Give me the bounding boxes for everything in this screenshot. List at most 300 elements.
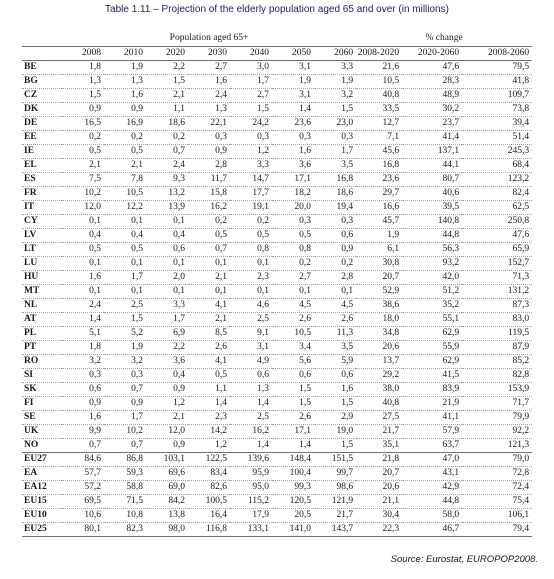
- table-cell: 10,5: [272, 326, 314, 340]
- table-row: [22, 158, 532, 172]
- table-cell: 13,9: [146, 200, 188, 214]
- table-cell: 29,2: [356, 368, 402, 382]
- table-cell: 3,2: [314, 88, 356, 102]
- table-cell: 0,4: [146, 368, 188, 382]
- table-cell: 55,9: [402, 340, 462, 354]
- column-header: 2008-2060: [462, 46, 532, 60]
- table-cell: 1,7: [230, 74, 272, 88]
- table-cell: 62,9: [402, 326, 462, 340]
- table-cell: 1,7: [104, 410, 146, 424]
- table-cell: 20,0: [272, 200, 314, 214]
- country-code: BG: [22, 74, 62, 88]
- table-cell: 51,4: [462, 130, 532, 144]
- table-cell: 0,7: [104, 382, 146, 396]
- table-cell: 1,8: [62, 60, 104, 74]
- table-cell: 1,2: [230, 144, 272, 158]
- table-cell: 9,9: [62, 424, 104, 438]
- table-cell: 10,5: [356, 74, 402, 88]
- table-cell: 7,5: [62, 172, 104, 186]
- table-body: [22, 60, 532, 536]
- table-cell: 250,8: [462, 214, 532, 228]
- table-cell: 152,7: [462, 256, 532, 270]
- table-cell: 0,2: [314, 256, 356, 270]
- table-cell: 148,4: [272, 452, 314, 466]
- table-cell: 143,7: [314, 522, 356, 536]
- table-row: [22, 452, 532, 466]
- column-header: 2050: [272, 46, 314, 60]
- table-cell: 6,9: [146, 326, 188, 340]
- table-cell: 45,7: [356, 214, 402, 228]
- table-cell: 1,9: [104, 340, 146, 354]
- table-cell: 4,6: [230, 298, 272, 312]
- table-cell: 0,1: [188, 284, 230, 298]
- table-cell: 100,5: [188, 494, 230, 508]
- table-cell: 0,2: [62, 130, 104, 144]
- table-cell: 0,5: [188, 368, 230, 382]
- group-header-row: [22, 32, 532, 46]
- table-cell: 2,5: [230, 410, 272, 424]
- table-row: [22, 326, 532, 340]
- table-row: [22, 466, 532, 480]
- table-cell: 2,0: [146, 270, 188, 284]
- table-cell: 12,0: [146, 424, 188, 438]
- table-cell: 58,8: [104, 480, 146, 494]
- table-cell: 40,8: [356, 88, 402, 102]
- table-cell: 0,1: [146, 214, 188, 228]
- table-cell: 4,9: [230, 354, 272, 368]
- table-cell: 0,5: [104, 242, 146, 256]
- table-cell: 131,2: [462, 284, 532, 298]
- table-cell: 109,7: [462, 88, 532, 102]
- table-cell: 87,9: [462, 340, 532, 354]
- table-cell: 14,2: [188, 424, 230, 438]
- table-cell: 13,2: [146, 186, 188, 200]
- table-cell: 22,3: [356, 522, 402, 536]
- table-cell: 4,1: [188, 298, 230, 312]
- table-cell: 16,8: [314, 172, 356, 186]
- table-cell: 2,4: [146, 158, 188, 172]
- table-cell: 86,8: [104, 452, 146, 466]
- table-cell: 1,6: [62, 410, 104, 424]
- table-cell: 84,2: [146, 494, 188, 508]
- table-cell: 1,3: [188, 102, 230, 116]
- table-cell: 151,5: [314, 452, 356, 466]
- table-cell: 17,7: [230, 186, 272, 200]
- table-row: [22, 284, 532, 298]
- table-cell: 39,5: [402, 200, 462, 214]
- country-code: EU15: [22, 494, 62, 508]
- table-cell: 1,5: [314, 396, 356, 410]
- table-cell: 35,1: [356, 438, 402, 452]
- column-header: 2030: [188, 46, 230, 60]
- table-cell: 17,9: [230, 508, 272, 522]
- table-cell: 83,4: [188, 466, 230, 480]
- table-cell: 59,3: [104, 466, 146, 480]
- table-cell: 0,1: [314, 284, 356, 298]
- table-cell: 1,6: [272, 144, 314, 158]
- table-row: [22, 494, 532, 508]
- table-cell: 141,0: [272, 522, 314, 536]
- table-cell: 9,1: [230, 326, 272, 340]
- table-cell: 22,1: [188, 116, 230, 130]
- country-code: EU10: [22, 508, 62, 522]
- table-cell: 0,4: [146, 228, 188, 242]
- table-cell: 0,1: [104, 214, 146, 228]
- country-code: FI: [22, 396, 62, 410]
- table-row: [22, 74, 532, 88]
- table-cell: 23,6: [272, 116, 314, 130]
- table-cell: 16,2: [230, 424, 272, 438]
- table-cell: 19,4: [314, 200, 356, 214]
- table-cell: 16,8: [356, 158, 402, 172]
- table-cell: 71,5: [104, 494, 146, 508]
- table-cell: 2,1: [62, 158, 104, 172]
- table-cell: 23,7: [402, 116, 462, 130]
- table-cell: 1,9: [356, 228, 402, 242]
- table-cell: 69,6: [146, 466, 188, 480]
- table-cell: 0,3: [272, 214, 314, 228]
- table-cell: 30,2: [402, 102, 462, 116]
- table-cell: 0,2: [272, 256, 314, 270]
- country-code: EU25: [22, 522, 62, 536]
- country-code: ES: [22, 172, 62, 186]
- table-cell: 7,1: [356, 130, 402, 144]
- table-row: [22, 522, 532, 536]
- table-cell: 1,4: [62, 312, 104, 326]
- table-cell: 9,3: [146, 172, 188, 186]
- table-cell: 18,6: [146, 116, 188, 130]
- country-code: PL: [22, 326, 62, 340]
- table-cell: 12,2: [104, 200, 146, 214]
- table-cell: 0,3: [188, 130, 230, 144]
- table-cell: 121,9: [314, 494, 356, 508]
- table-cell: 69,0: [146, 480, 188, 494]
- table-cell: 19,1: [230, 200, 272, 214]
- table-row: [22, 368, 532, 382]
- table-cell: 0,6: [146, 242, 188, 256]
- table-cell: 1,4: [272, 102, 314, 116]
- column-header-row: [22, 46, 532, 60]
- table-cell: 0,6: [62, 382, 104, 396]
- table-cell: 45,6: [356, 144, 402, 158]
- table-cell: 23,0: [314, 116, 356, 130]
- table-cell: 82,3: [104, 522, 146, 536]
- table-cell: 75,4: [462, 494, 532, 508]
- table-cell: 3,4: [272, 340, 314, 354]
- table-cell: 20,6: [356, 340, 402, 354]
- table-cell: 98,6: [314, 480, 356, 494]
- table-cell: 0,9: [62, 396, 104, 410]
- table-cell: 245,3: [462, 144, 532, 158]
- table-cell: 21,1: [356, 494, 402, 508]
- table-cell: 0,3: [62, 368, 104, 382]
- table-cell: 72,8: [462, 466, 532, 480]
- table-cell: 16,6: [356, 200, 402, 214]
- country-code: FR: [22, 186, 62, 200]
- table-cell: 84,6: [62, 452, 104, 466]
- table-cell: 1,6: [188, 74, 230, 88]
- table-cell: 3,1: [272, 88, 314, 102]
- table-cell: 16,5: [62, 116, 104, 130]
- table-row: [22, 340, 532, 354]
- table-cell: 0,7: [188, 242, 230, 256]
- table-row: [22, 410, 532, 424]
- table-cell: 1,5: [62, 88, 104, 102]
- table-cell: 0,3: [314, 130, 356, 144]
- table-cell: 2,6: [272, 312, 314, 326]
- table-cell: 79,0: [462, 452, 532, 466]
- table-cell: 2,8: [188, 158, 230, 172]
- table-cell: 0,1: [272, 284, 314, 298]
- table-cell: 10,2: [104, 424, 146, 438]
- table-cell: 1,9: [314, 74, 356, 88]
- table-cell: 16,4: [188, 508, 230, 522]
- table-cell: 51,2: [402, 284, 462, 298]
- table-cell: 0,9: [104, 396, 146, 410]
- table-cell: 1,4: [230, 396, 272, 410]
- table-cell: 1,2: [188, 438, 230, 452]
- table-cell: 1,8: [62, 340, 104, 354]
- table-cell: 82,4: [462, 186, 532, 200]
- table-cell: 2,5: [104, 298, 146, 312]
- table-cell: 80,7: [402, 172, 462, 186]
- table-cell: 44,8: [402, 494, 462, 508]
- table-cell: 1,6: [314, 382, 356, 396]
- country-code: DK: [22, 102, 62, 116]
- table-cell: 0,4: [104, 228, 146, 242]
- table-cell: 1,3: [230, 382, 272, 396]
- table-cell: 2,3: [230, 270, 272, 284]
- table-row: [22, 116, 532, 130]
- column-header: 2008: [62, 46, 104, 60]
- table-cell: 0,1: [62, 284, 104, 298]
- table-cell: 1,5: [314, 102, 356, 116]
- table-cell: 1,7: [314, 144, 356, 158]
- table-cell: 3,1: [230, 340, 272, 354]
- table-cell: 2,7: [230, 88, 272, 102]
- table-cell: 0,6: [272, 368, 314, 382]
- table-cell: 20,5: [272, 508, 314, 522]
- country-code: EA: [22, 466, 62, 480]
- column-header: 2020-2060: [402, 46, 462, 60]
- table-cell: 1,9: [104, 60, 146, 74]
- table-cell: 41,5: [402, 368, 462, 382]
- table-cell: 0,3: [230, 130, 272, 144]
- table-cell: 82,8: [462, 368, 532, 382]
- table-row: [22, 130, 532, 144]
- table-cell: 38,0: [356, 382, 402, 396]
- table-cell: 16,9: [104, 116, 146, 130]
- table-cell: 15,8: [188, 186, 230, 200]
- column-header: 2040: [230, 46, 272, 60]
- table-cell: 123,2: [462, 172, 532, 186]
- table-cell: 79,4: [462, 522, 532, 536]
- country-code: IT: [22, 200, 62, 214]
- table-cell: 13,7: [356, 354, 402, 368]
- country-code: LT: [22, 242, 62, 256]
- table-cell: 29,7: [356, 186, 402, 200]
- table-cell: 99,3: [272, 480, 314, 494]
- table-cell: 92,2: [462, 424, 532, 438]
- population-table: [22, 32, 532, 537]
- table-cell: 1,4: [230, 438, 272, 452]
- table-cell: 5,1: [62, 326, 104, 340]
- table-cell: 0,6: [314, 228, 356, 242]
- table-cell: 116,8: [188, 522, 230, 536]
- table-cell: 5,2: [104, 326, 146, 340]
- table-cell: 40,8: [356, 396, 402, 410]
- table-cell: 17,1: [272, 424, 314, 438]
- table-cell: 0,3: [272, 130, 314, 144]
- table-cell: 1,5: [272, 382, 314, 396]
- table-cell: 2,1: [188, 312, 230, 326]
- table-cell: 133,1: [230, 522, 272, 536]
- country-code: BE: [22, 60, 62, 74]
- table-cell: 40,6: [402, 186, 462, 200]
- table-cell: 3,6: [272, 158, 314, 172]
- table-cell: 0,1: [146, 256, 188, 270]
- table-cell: 122,5: [188, 452, 230, 466]
- table-cell: 0,7: [104, 438, 146, 452]
- table-cell: 0,8: [272, 242, 314, 256]
- table-cell: 21,7: [314, 508, 356, 522]
- table-cell: 44,1: [402, 158, 462, 172]
- table-cell: 1,2: [146, 396, 188, 410]
- table-cell: 0,9: [62, 102, 104, 116]
- table-cell: 63,7: [402, 438, 462, 452]
- table-row: [22, 88, 532, 102]
- table-cell: 99,7: [314, 466, 356, 480]
- table-cell: 56,3: [402, 242, 462, 256]
- table-cell: 2,1: [146, 410, 188, 424]
- table-cell: 8,5: [188, 326, 230, 340]
- table-cell: 2,1: [146, 88, 188, 102]
- table-cell: 19,0: [314, 424, 356, 438]
- table-cell: 0,5: [62, 144, 104, 158]
- table-cell: 21,8: [356, 452, 402, 466]
- table-cell: 1,5: [272, 396, 314, 410]
- table-cell: 12,0: [62, 200, 104, 214]
- table-cell: 41,8: [462, 74, 532, 88]
- table-row: [22, 508, 532, 522]
- country-code: NL: [22, 298, 62, 312]
- table-cell: 0,8: [230, 242, 272, 256]
- table-cell: 3,5: [314, 340, 356, 354]
- table-cell: 42,9: [402, 480, 462, 494]
- country-code: HU: [22, 270, 62, 284]
- table-cell: 4,5: [272, 298, 314, 312]
- table-cell: 83,0: [462, 312, 532, 326]
- table-cell: 47,0: [402, 452, 462, 466]
- table-cell: 57,7: [62, 466, 104, 480]
- table-cell: 0,9: [104, 102, 146, 116]
- table-cell: 11,7: [188, 172, 230, 186]
- table-cell: 3,3: [230, 158, 272, 172]
- table-cell: 38,6: [356, 298, 402, 312]
- table-cell: 30,8: [356, 256, 402, 270]
- table-row: [22, 298, 532, 312]
- table-cell: 72,4: [462, 480, 532, 494]
- table-cell: 65,9: [462, 242, 532, 256]
- table-cell: 0,1: [104, 284, 146, 298]
- table-cell: 20,7: [356, 270, 402, 284]
- table-cell: 0,6: [314, 368, 356, 382]
- table-cell: 2,2: [146, 60, 188, 74]
- table-cell: 1,9: [272, 74, 314, 88]
- country-code: AT: [22, 312, 62, 326]
- table-cell: 6,1: [356, 242, 402, 256]
- table-cell: 71,7: [462, 396, 532, 410]
- country-code: SK: [22, 382, 62, 396]
- table-cell: 0,1: [62, 214, 104, 228]
- table-cell: 10,8: [104, 508, 146, 522]
- table-cell: 0,9: [146, 382, 188, 396]
- table-cell: 2,8: [314, 270, 356, 284]
- table-cell: 0,1: [146, 284, 188, 298]
- table-cell: 0,5: [230, 228, 272, 242]
- table-cell: 0,7: [62, 438, 104, 452]
- group-header-population: Population aged 65+: [62, 32, 356, 46]
- table-cell: 47,6: [462, 228, 532, 242]
- table-cell: 10,6: [62, 508, 104, 522]
- table-cell: 73,8: [462, 102, 532, 116]
- table-title: Table 1.11 – Projection of the elderly population aged 65 and over (in millions): [105, 4, 449, 15]
- table-cell: 1,3: [104, 74, 146, 88]
- table-cell: 23,6: [356, 172, 402, 186]
- table-cell: 1,6: [104, 88, 146, 102]
- country-code: LU: [22, 256, 62, 270]
- table-cell: 47,6: [402, 60, 462, 74]
- table-cell: 2,6: [188, 340, 230, 354]
- table-cell: 71,3: [462, 270, 532, 284]
- table-row: [22, 480, 532, 494]
- table-cell: 4,5: [314, 298, 356, 312]
- country-code: DE: [22, 116, 62, 130]
- table-cell: 18,0: [356, 312, 402, 326]
- table-cell: 12,7: [356, 116, 402, 130]
- table-cell: 0,1: [230, 256, 272, 270]
- source-note: Source: Eurostat, EUROPOP2008.: [390, 554, 538, 565]
- table-cell: 1,7: [104, 270, 146, 284]
- table-cell: 48,9: [402, 88, 462, 102]
- table-row: [22, 242, 532, 256]
- table-cell: 2,4: [62, 298, 104, 312]
- table-cell: 62,9: [402, 354, 462, 368]
- table-cell: 120,5: [272, 494, 314, 508]
- table-cell: 43,1: [402, 466, 462, 480]
- table-cell: 119,5: [462, 326, 532, 340]
- table-row: [22, 200, 532, 214]
- table-cell: 20,7: [356, 466, 402, 480]
- table-cell: 1,5: [314, 438, 356, 452]
- table-cell: 0,5: [272, 228, 314, 242]
- table-cell: 0,2: [104, 130, 146, 144]
- country-code: CZ: [22, 88, 62, 102]
- table-cell: 58,0: [402, 508, 462, 522]
- table-cell: 41,1: [402, 410, 462, 424]
- table-cell: 55,1: [402, 312, 462, 326]
- table-cell: 3,2: [62, 354, 104, 368]
- table-cell: 69,5: [62, 494, 104, 508]
- table-cell: 0,2: [146, 130, 188, 144]
- table-cell: 42,0: [402, 270, 462, 284]
- column-header: 2008-2020: [356, 46, 402, 60]
- table-cell: 3,0: [230, 60, 272, 74]
- country-code: NO: [22, 438, 62, 452]
- country-code: CY: [22, 214, 62, 228]
- table-cell: 0,5: [104, 144, 146, 158]
- table-cell: 34,8: [356, 326, 402, 340]
